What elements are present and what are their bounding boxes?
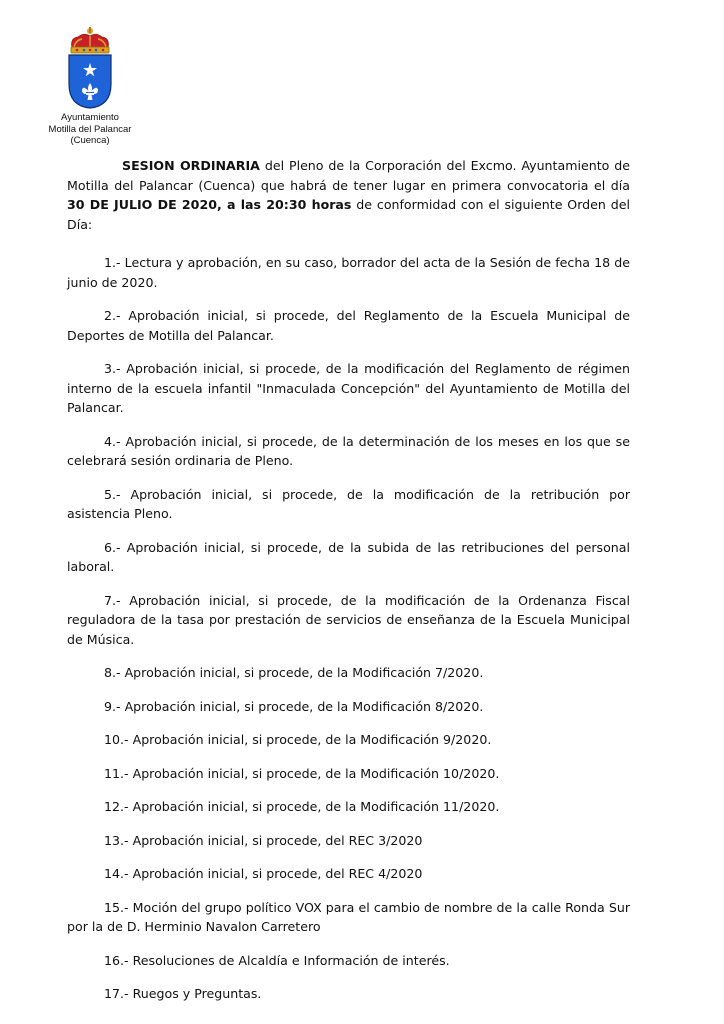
agenda-item: 1.- Lectura y aprobación, en su caso, borrador del acta de la Sesión de fecha 18 de junio de 2020. [67, 255, 630, 290]
agenda-item: 7.- Aprobación inicial, si procede, de la modificación de la Ordenanza Fiscal reguladora de la tasa por prestación de servicios de enseñanza de la Escuela Municipal de Música. [67, 592, 630, 647]
shield-icon [69, 55, 111, 108]
organization-name [30, 112, 150, 147]
intro-text-1: del Pleno de la Corporación del Excmo. Ayuntamiento de Motilla del Palancar (Cuenca) que habrá de tener lugar en primera convocatoria el día [67, 158, 630, 193]
agenda-item: 16.- Resoluciones de Alcaldía e Información de interés. [104, 952, 450, 968]
crown-icon [71, 27, 109, 53]
org-line-3: (Cuenca) [70, 135, 110, 146]
agenda-item: 4.- Aprobación inicial, si procede, de la determinación de los meses en los que se celebrará sesión ordinaria de Pleno. [67, 433, 630, 468]
intro-paragraph [67, 156, 630, 234]
session-date: 30 DE JULIO DE 2020, a las 20:30 horas [67, 197, 352, 212]
document-body [67, 156, 630, 1018]
agenda-item: 6.- Aprobación inicial, si procede, de la subida de las retribuciones del personal laboral. [67, 539, 630, 574]
agenda-item: 13.- Aprobación inicial, si procede, del REC 3/2020 [104, 832, 423, 848]
agenda-item: 3.- Aprobación inicial, si procede, de la modificación del Reglamento de régimen interno de la escuela infantil "Inmaculada Concepción" del Ayuntamiento de Motilla del Palancar. [67, 361, 630, 415]
session-type: SESION ORDINARIA [122, 158, 260, 173]
agenda-item: 12.- Aprobación inicial, si procede, de la Modificación 11/2020. [104, 799, 500, 814]
agenda-item: 14.- Aprobación inicial, si procede, del REC 4/2020 [104, 866, 423, 881]
coat-of-arms-icon [62, 26, 118, 110]
agenda-list [67, 253, 630, 1004]
intro-text-2: de conformidad con el siguiente Orden del Día: [67, 197, 630, 232]
agenda-item: 9.- Aprobación inicial, si procede, de la Modificación 8/2020. [104, 698, 484, 714]
letterhead [30, 26, 150, 147]
agenda-item: 2.- Aprobación inicial, si procede, del Reglamento de la Escuela Municipal de Deportes de Motilla del Palancar. [67, 308, 630, 343]
agenda-item: 8.- Aprobación inicial, si procede, de la Modificación 7/2020. [104, 665, 484, 680]
agenda-item: 5.- Aprobación inicial, si procede, de la modificación de la retribución por asistencia Pleno. [67, 486, 630, 521]
agenda-item: 10.- Aprobación inicial, si procede, de la Modificación 9/2020. [104, 732, 492, 747]
agenda-item: 11.- Aprobación inicial, si procede, de la Modificación 10/2020. [104, 765, 500, 781]
agenda-item: 17.- Ruegos y Preguntas. [104, 986, 262, 1001]
org-line-1: Ayuntamiento [61, 112, 119, 123]
agenda-item: 15.- Moción del grupo político VOX para el cambio de nombre de la calle Ronda Sur por la de D. Herminio Navalon Carretero [67, 899, 630, 934]
org-line-2: Motilla del Palancar [48, 123, 132, 135]
